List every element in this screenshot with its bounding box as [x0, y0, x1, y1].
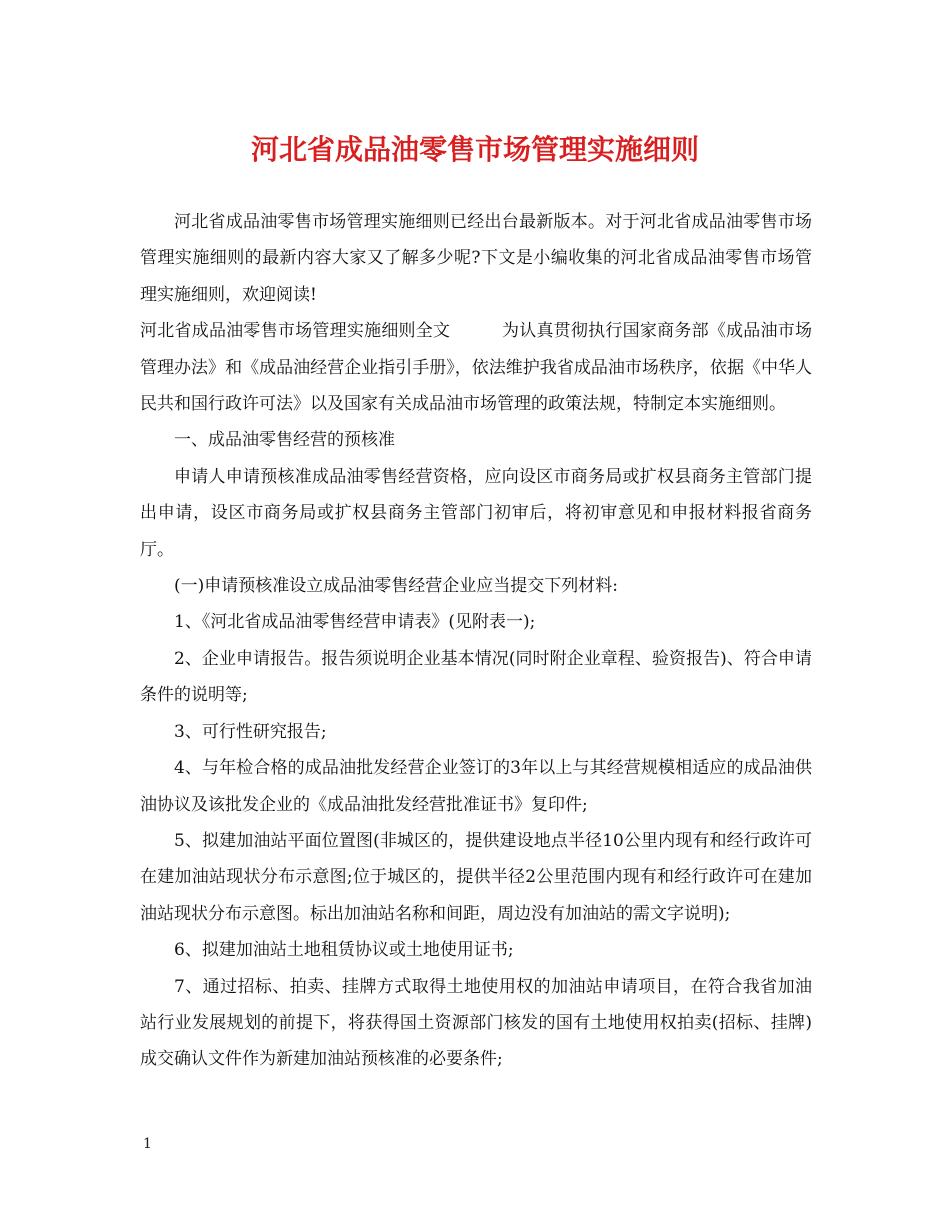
paragraph-application: 申请人申请预核准成品油零售经营资格，应向设区市商务局或扩权县商务主管部门提出申请，设区市商务局或扩权县商务主管部门初审后，将初审意见和申报材料报省商务厅。	[140, 466, 812, 560]
paragraph-intro: 河北省成品油零售市场管理实施细则已经出台最新版本。对于河北省成品油零售市场管理实施细则的最新内容大家又了解多少呢?下文是小编收集的河北省成品油零售市场管理实施细则，欢迎阅读!	[140, 212, 812, 305]
paragraph-full-text-heading: 河北省成品油零售市场管理实施细则全文 为认真贯彻执行国家商务部《成品油市场管理办法》和《成品油经营企业指引手册》，依法维护我省成品油市场秩序，依据《中华人民共和国行政许可法》以及国家有关成品油市场管理的政策法规，特制定本实施细则。	[140, 321, 812, 415]
list-item: 7、通过招标、拍卖、挂牌方式取得土地使用权的加油站申请项目，在符合我省加油站行业发展规划的前提下，将获得国土资源部门核发的国有土地使用权拍卖(招标、挂牌)成交确认文件作为新建加油站预核准的必要条件;	[140, 976, 812, 1070]
list-item: 4、与年检合格的成品油批发经营企业签订的3年以上与其经营规模相适应的成品油供油协议及该批发企业的《成品油批发经营批准证书》复印件;	[140, 758, 812, 815]
document-title: 河北省成品油零售市场管理实施细则	[250, 133, 699, 166]
list-item: 3、可行性研究报告;	[174, 721, 327, 742]
list-item: 5、拟建加油站平面位置图(非城区的，提供建设地点半径10公里内现有和经行政许可在建加油站现状分布示意图;位于城区的，提供半径2公里范围内现有和经行政许可在建加油站现状分布示意图。标出加油站名称和间距，周边没有加油站的需文字说明);	[140, 830, 812, 924]
document-body	[140, 204, 812, 1078]
section-heading: 一、成品油零售经营的预核准	[174, 430, 395, 451]
page-number: 1	[143, 1136, 152, 1152]
list-item: 6、拟建加油站土地租赁协议或土地使用证书;	[174, 940, 514, 961]
paragraph-materials-heading: (一)申请预核准设立成品油零售经营企业应当提交下列材料:	[174, 576, 618, 597]
list-item: 2、企业申请报告。报告须说明企业基本情况(同时附企业章程、验资报告)、符合申请条件的说明等;	[140, 648, 812, 706]
list-item: 1、《河北省成品油零售经营申请表》(见附表一);	[174, 612, 536, 633]
